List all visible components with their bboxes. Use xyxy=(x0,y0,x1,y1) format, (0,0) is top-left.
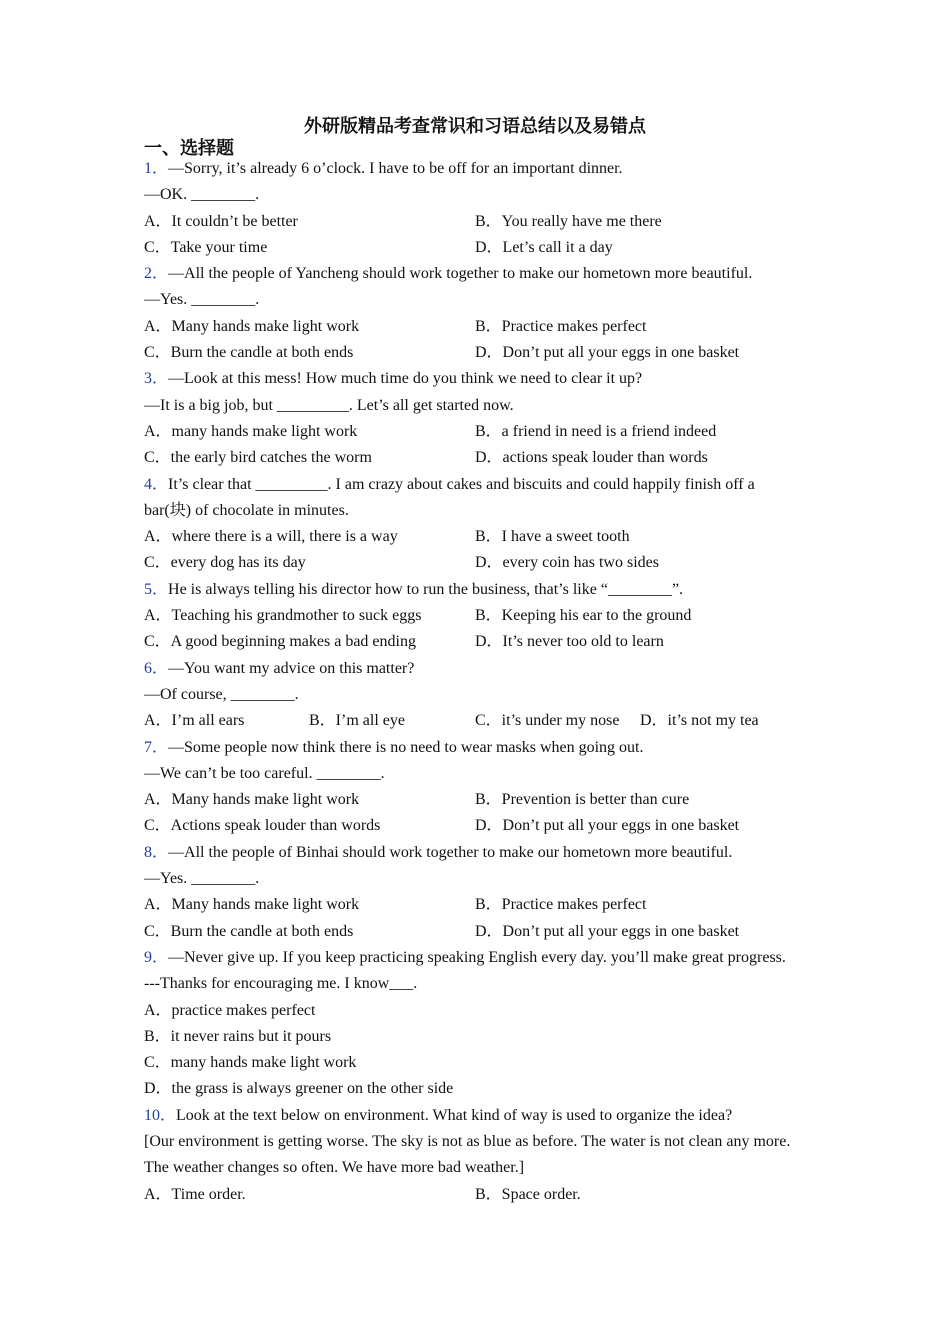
question-number: 4． xyxy=(144,475,169,493)
question-stem: 5．He is always telling his director how to run the business, that’s like “________”. xyxy=(144,580,684,598)
question-stem: 4．It’s clear that _________. I am crazy about cakes and biscuits and could happily finish off a bar(块) of chocolate in minutes. xyxy=(144,475,755,519)
option-d[interactable]: D．actions speak louder than words xyxy=(475,449,708,467)
option-c[interactable]: C．Take your time xyxy=(144,238,268,256)
question-response: ---Thanks for encouraging me. I know___. xyxy=(144,975,418,993)
question-stem: 10．Look at the text below on environment. What kind of way is used to organize the idea? xyxy=(144,1106,733,1124)
option-c[interactable]: C．Burn the candle at both ends xyxy=(144,344,354,362)
question-7 xyxy=(144,735,794,840)
option-b[interactable]: B．Practice makes perfect xyxy=(475,317,647,335)
option-a[interactable]: A．Time order. xyxy=(144,1185,246,1203)
option-c[interactable]: C．Actions speak louder than words xyxy=(144,817,381,835)
question-stem: 9．—Never give up. If you keep practicing speaking English every day. you’ll make great progress. xyxy=(144,948,786,966)
question-number: 7． xyxy=(144,738,169,756)
option-a[interactable]: A．I’m all ears xyxy=(144,712,245,730)
option-a[interactable]: A．practice makes perfect xyxy=(144,1001,316,1019)
question-10 xyxy=(144,1103,794,1208)
question-2 xyxy=(144,261,794,366)
question-number: 2． xyxy=(144,265,169,283)
question-stem: 8．—All the people of Binhai should work together to make our hometown more beautiful. xyxy=(144,843,733,861)
option-d[interactable]: D．the grass is always greener on the other side xyxy=(144,1080,454,1098)
question-number: 3． xyxy=(144,370,169,388)
option-b[interactable]: B．Keeping his ear to the ground xyxy=(475,607,692,625)
option-c[interactable]: C．the early bird catches the worm xyxy=(144,449,372,467)
option-a[interactable]: A．where there is a will, there is a way xyxy=(144,528,398,546)
question-response: —Yes. ________. xyxy=(144,291,260,309)
question-4 xyxy=(144,472,794,577)
option-b[interactable]: B．Space order. xyxy=(475,1185,581,1203)
question-stem: 3．—Look at this mess! How much time do you think we need to clear it up? xyxy=(144,370,643,388)
option-b[interactable]: B．Prevention is better than cure xyxy=(475,791,690,809)
question-3 xyxy=(144,366,794,471)
question-stem: 2．—All the people of Yancheng should work together to make our hometown more beautiful. xyxy=(144,265,753,283)
option-b[interactable]: B．a friend in need is a friend indeed xyxy=(475,422,717,440)
option-c[interactable]: C．A good beginning makes a bad ending xyxy=(144,633,416,651)
question-number: 1． xyxy=(144,160,169,177)
question-8 xyxy=(144,840,794,945)
option-c[interactable]: C．it’s under my nose xyxy=(475,712,620,730)
option-a[interactable]: A．many hands make light work xyxy=(144,422,358,440)
option-a[interactable]: A．Many hands make light work xyxy=(144,791,360,809)
question-response: —OK. ________. xyxy=(144,186,260,204)
question-number: 8． xyxy=(144,843,169,861)
option-d[interactable]: D．it’s not my tea xyxy=(640,712,759,730)
question-response: —Of course, ________. xyxy=(144,685,299,703)
option-b[interactable]: B．I’m all eye xyxy=(309,712,405,730)
option-d[interactable]: D．Don’t put all your eggs in one basket xyxy=(475,817,740,835)
question-stem: 6．—You want my advice on this matter? xyxy=(144,659,415,677)
option-b[interactable]: B．Practice makes perfect xyxy=(475,896,647,914)
question-stem: 1．—Sorry, it’s already 6 o’clock. I have to be off for an important dinner. xyxy=(144,160,623,177)
option-c[interactable]: C．Burn the candle at both ends xyxy=(144,922,354,940)
question-number: 9． xyxy=(144,948,169,966)
question-response: —It is a big job, but _________. Let’s all get started now. xyxy=(144,396,514,414)
section-heading: 一、选择题 xyxy=(144,138,234,159)
question-5 xyxy=(144,577,794,656)
question-response: —We can’t be too careful. ________. xyxy=(144,764,385,782)
option-b[interactable]: B．it never rains but it pours xyxy=(144,1027,332,1045)
option-d[interactable]: D．It’s never too old to learn xyxy=(475,633,664,651)
question-6 xyxy=(144,656,794,735)
option-a[interactable]: A．Many hands make light work xyxy=(144,317,360,335)
question-list xyxy=(144,156,794,1208)
option-d[interactable]: D．every coin has two sides xyxy=(475,554,659,572)
document-title: 外研版精品考查常识和习语总结以及易错点 xyxy=(304,116,646,137)
option-c[interactable]: C．many hands make light work xyxy=(144,1054,357,1072)
option-a[interactable]: A．Many hands make light work xyxy=(144,896,360,914)
question-1 xyxy=(144,156,794,261)
option-d[interactable]: D．Don’t put all your eggs in one basket xyxy=(475,922,740,940)
question-number: 5． xyxy=(144,580,169,598)
option-a[interactable]: A．Teaching his grandmother to suck eggs xyxy=(144,607,422,625)
option-b[interactable]: B．I have a sweet tooth xyxy=(475,528,630,546)
option-d[interactable]: D．Let’s call it a day xyxy=(475,238,613,256)
question-stem: 7．—Some people now think there is no need to wear masks when going out. xyxy=(144,738,644,756)
option-a[interactable]: A．It couldn’t be better xyxy=(144,212,298,230)
option-b[interactable]: B．You really have me there xyxy=(475,212,662,230)
question-response: —Yes. ________. xyxy=(144,870,260,888)
option-d[interactable]: D．Don’t put all your eggs in one basket xyxy=(475,344,740,362)
question-9 xyxy=(144,945,794,1103)
question-passage: [Our environment is getting worse. The sky is not as blue as before. The water is not clean any more. The weather changes so often. We have more bad weather.] xyxy=(144,1132,791,1177)
option-c[interactable]: C．every dog has its day xyxy=(144,554,306,572)
question-number: 6． xyxy=(144,659,169,677)
question-number: 10． xyxy=(144,1106,177,1124)
